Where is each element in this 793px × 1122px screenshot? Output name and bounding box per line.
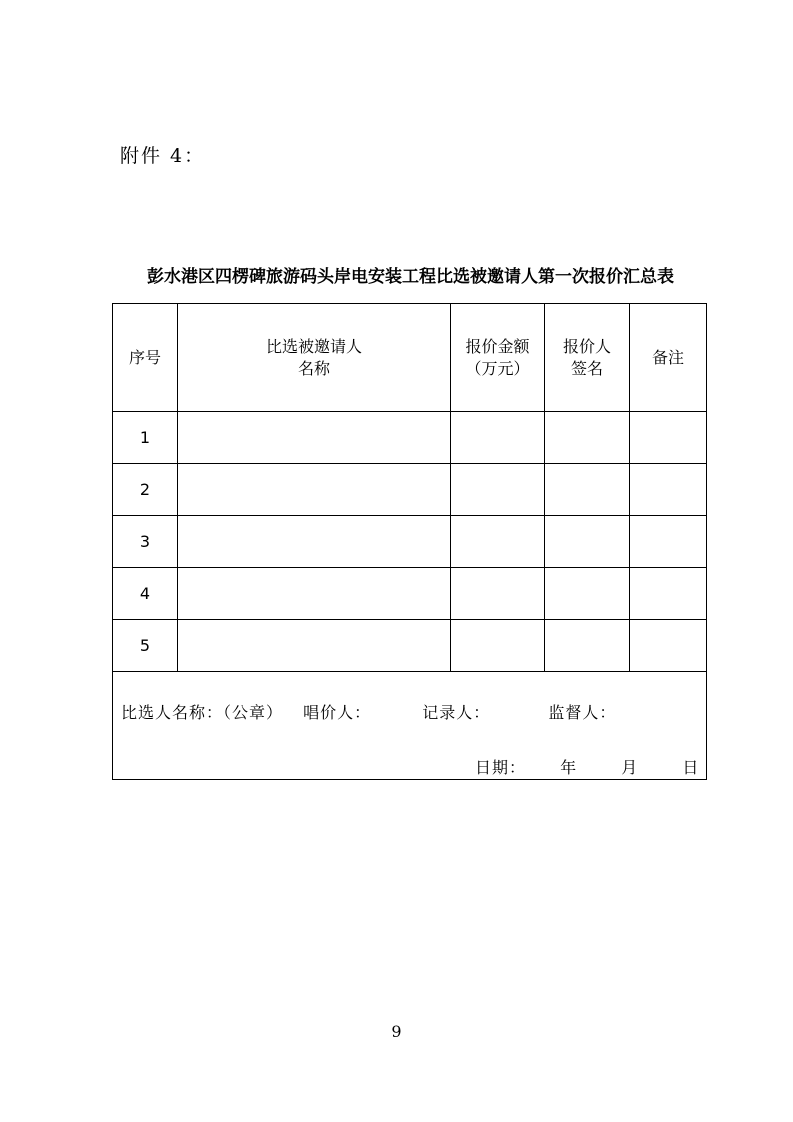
row-signer [545, 568, 630, 620]
table-footer-row [113, 672, 707, 780]
row-seq: 5 [113, 620, 178, 672]
row-quote-amount [451, 516, 545, 568]
header-quote-amount [451, 304, 545, 412]
row-seq: 2 [113, 464, 178, 516]
signature-line [121, 700, 616, 723]
recorder-label: 记录人： [422, 703, 491, 722]
row-seq: 1 [113, 412, 178, 464]
table-row [113, 568, 707, 620]
header-seq: 序号 [113, 304, 178, 412]
row-quote-amount [451, 464, 545, 516]
header-invitee-name-line1: 比选被邀请人 [265, 336, 362, 356]
header-invitee-name [178, 304, 451, 412]
row-quote-amount [451, 568, 545, 620]
table-row [113, 620, 707, 672]
table-header-row [113, 304, 707, 412]
row-invitee-name [178, 516, 451, 568]
row-remark [630, 412, 707, 464]
row-invitee-name [178, 568, 451, 620]
row-quote-amount [451, 412, 545, 464]
row-invitee-name [178, 464, 451, 516]
date-label: 日期： [475, 758, 527, 777]
header-quote-amount-line1: 报价金额 [465, 336, 530, 356]
document-title: 彭水港区四楞碑旅游码头岸电安装工程比选被邀请人第一次报价汇总表 [147, 267, 674, 287]
day-label: 日 [682, 758, 700, 777]
table-row [113, 412, 707, 464]
row-remark [630, 620, 707, 672]
date-line [475, 755, 699, 778]
row-signer [545, 620, 630, 672]
quote-summary-table [112, 303, 707, 780]
table-row [113, 464, 707, 516]
row-seq: 3 [113, 516, 178, 568]
footer-cell [113, 672, 707, 780]
row-remark [630, 568, 707, 620]
supervisor-label: 监督人： [548, 703, 617, 722]
row-seq: 4 [113, 568, 178, 620]
table-row [113, 516, 707, 568]
caller-label: 唱价人： [303, 703, 372, 722]
header-signer-line2: 签名 [570, 358, 603, 378]
selector-label: 比选人名称：（公章） [121, 703, 284, 722]
row-invitee-name [178, 412, 451, 464]
header-remark: 备注 [630, 304, 707, 412]
row-remark [630, 464, 707, 516]
header-invitee-name-line2: 名称 [297, 358, 330, 378]
row-signer [545, 464, 630, 516]
header-quote-amount-line2: （万元） [465, 358, 530, 378]
row-invitee-name [178, 620, 451, 672]
row-remark [630, 516, 707, 568]
month-label: 月 [621, 758, 639, 777]
attachment-label: 附件 4： [120, 145, 206, 167]
header-signer-line1: 报价人 [562, 336, 611, 356]
page-number: 9 [391, 1022, 402, 1041]
row-quote-amount [451, 620, 545, 672]
header-signer [545, 304, 630, 412]
row-signer [545, 412, 630, 464]
year-label: 年 [560, 758, 578, 777]
row-signer [545, 516, 630, 568]
